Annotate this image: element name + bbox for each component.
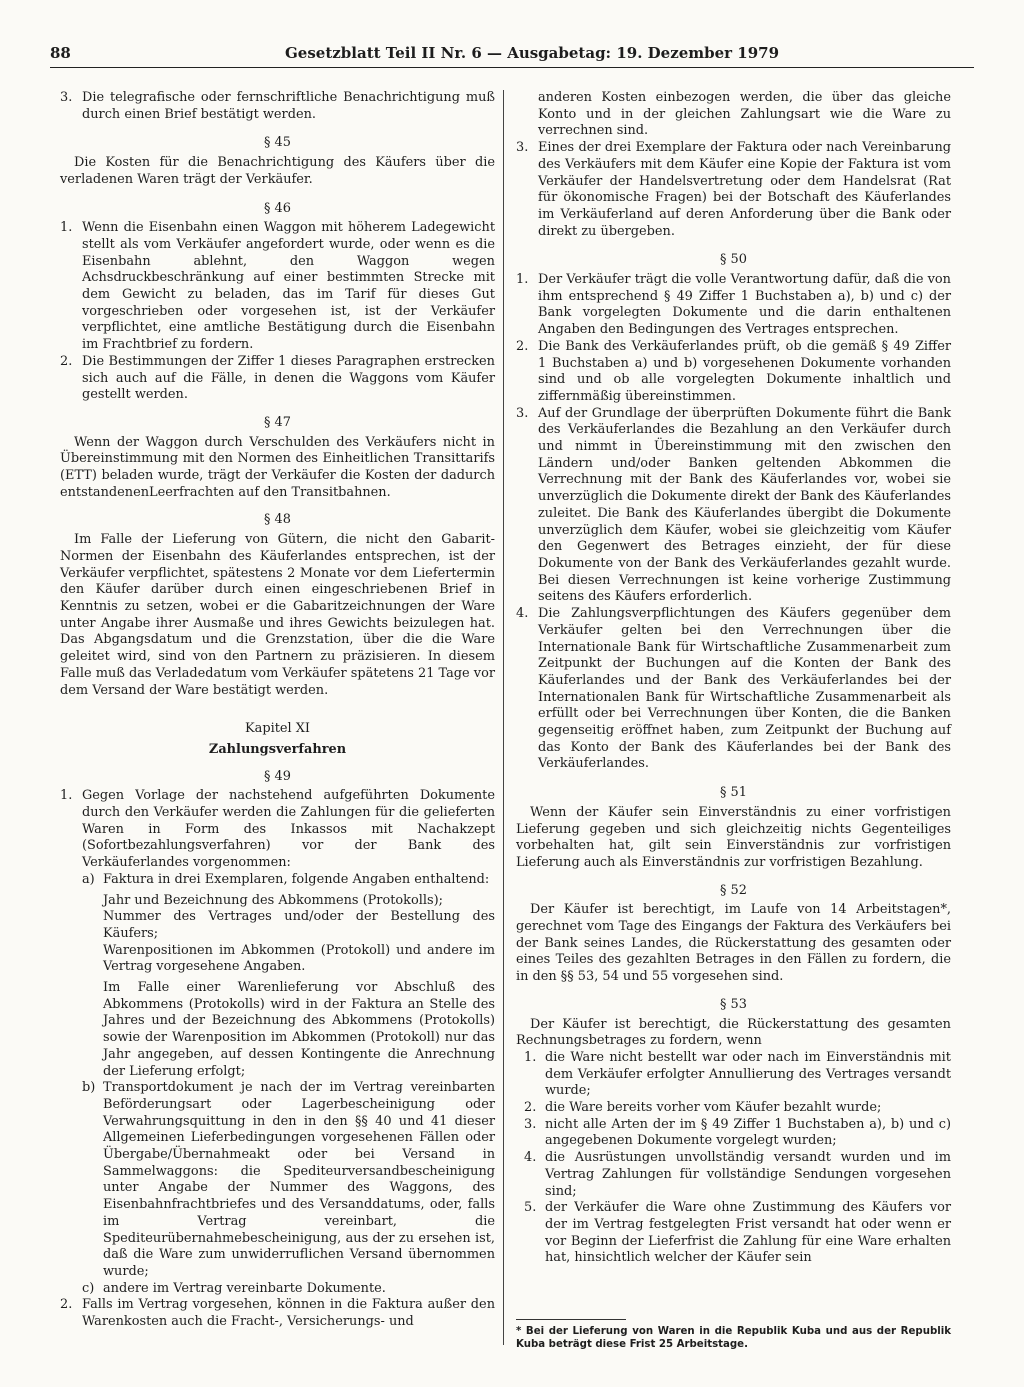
section-heading: § 46 [264,200,291,216]
list-item: a) Faktura in drei Exemplaren, folgende Angaben enthaltend: Jahr und Bezeichnung des Abkommens (Protokolls); Nummer des Vertrages und/oder der Bestellung des Käufers; Warenpositionen im Abkommen (Protokoll) und andere im Vertrag vorgesehene Angaben. Im Falle einer Warenlieferung vor Abschluß des Abkommens (Protokolls) wird in der Faktura an Stelle des Jahres und der Bezeichnung des Abkommens (Protokolls) sowie der Warenposition im Abkommen (Protokoll) nur das Jahr angegeben, auf dessen Kontingente die Anrechnung der Lieferung erfolgt; [82,871,495,1079]
section-heading: § 50 [720,252,747,268]
list-item: 4. die Ausrüstungen unvollständig versandt wurden und im Vertrag Zahlungen für vollständige Sendungen vorgesehen sind; [524,1150,951,1199]
section-heading: § 48 [264,512,291,528]
paragraph: Der Käufer ist berechtigt, die Rückerstattung des gesamten Rechnungsbetrages zu fordern, wenn [516,1016,951,1049]
paragraph: 2. Falls im Vertrag vorgesehen, können in die Faktura außer den Warenkosten auch die Fracht-, Versicherungs- und [60,1297,495,1330]
list-item: 3. nicht alle Arten der im § 49 Ziffer 1 Buchstaben a), b) und c) angegebenen Dokumente vorgelegt wurden; [524,1116,951,1149]
page-number: 88 [50,44,71,62]
paragraph: 3. Auf der Grundlage der überprüften Dokumente führt die Bank des Verkäuferlandes die Bezahlung an den Verkäufer durch und nimmt in Übereinstimmung mit den zwischen den Ländern und/oder Banken geltenden Abkommen die Verrechnung mit der Bank des Käuferlandes vor, wobei sie unverzüglich die Dokumente direkt der Bank des Käuferlandes zuleitet. Die Bank des Käuferlandes übergibt die Dokumente unverzüglich dem Käufer, wobei sie gleichzeitig vom Käufer den Gegenwert des Betrages einzieht, der für diese Dokumente von der Bank des Verkäuferlandes gezahlt wurde. Bei diesen Verrechnungen ist keine vorherige Zustimmung seitens des Käufers erforderlich. [516,405,951,605]
page-header [50,26,974,66]
list-item: 5. der Verkäufer die Ware ohne Zustimmung des Käufers vor der im Vertrag festgelegten Frist versandt hat oder wenn er vor Beginn der Lieferfrist die Zahlung für eine Ware erhalten hat, hinsichtlich welcher der Käufer sein [524,1200,951,1266]
paragraph: 2. Die Bestimmungen der Ziffer 1 dieses Paragraphen erstrecken sich auch auf die Fälle, in denen die Waggons vom Käufer gestellt werden. [60,353,495,403]
paragraph: Wenn der Käufer sein Einverständnis zu einer vorfristigen Lieferung gegeben und sich gleichzeitig nichts Gegenteiliges vorbehalten hat, gilt sein Einverständnis zur vorfristigen Lieferung auch als Einverständnis zur vorfristigen Bezahlung. [516,804,951,870]
sublist [60,872,495,1298]
section-heading: § 53 [720,996,747,1012]
header-title: Gesetzblatt Teil II Nr. 6 — Ausgabetag: 19. Dezember 1979 [285,44,780,62]
paragraph: 1. Gegen Vorlage der nachstehend aufgeführten Dokumente durch den Verkäufer werden die Zahlungen für die gelieferten Waren in Form des Inkassos mit Nachakzept (Sofortbezahlungsverfahren) vor der Bank des Verkäuferlandes vorgenommen: [60,788,495,871]
paragraph: Wenn der Waggon durch Verschulden des Verkäufers nicht in Übereinstimmung mit den Normen des Einheitlichen Transittarifs (ETT) beladen wurde, trägt der Verkäufer die Kosten der dadurch entstandenenLeerfrachten auf den Transitbahnen. [60,434,495,500]
section-heading: § 45 [264,135,291,151]
paragraph: 2. Die Bank des Verkäuferlandes prüft, ob die gemäß § 49 Ziffer 1 Buchstaben a) und b) vorgesehenen Dokumente vorhanden sind und ob alle vorgelegten Dokumente inhaltlich und ziffernmäßig übereinstimmen. [516,338,951,404]
paragraph: 1. Der Verkäufer trägt die volle Verantwortung dafür, daß die von ihm entsprechend § 49 Ziffer 1 Buchstaben a), b) und c) der Bank vorgelegten Dokumente und die darin enthaltenen Angaben den Bedingungen des Vertrages entsprechen. [516,272,951,338]
list-item: 2. die Ware bereits vorher vom Käufer bezahlt wurde; [524,1100,882,1116]
chapter-subtitle: Zahlungsverfahren [208,741,347,757]
section-heading: § 47 [264,414,291,430]
list-item: c) andere im Vertrag vereinbarte Dokumente. [82,1280,386,1296]
list-item: 1. die Ware nicht bestellt war oder nach im Einverständnis mit dem Verkäufer erfolgter Annullierung des Vertrages versandt wurde; [524,1049,951,1099]
paragraph: 3. Eines der drei Exemplare der Faktura oder nach Vereinbarung des Verkäufers mit dem Käufer eine Kopie der Faktura ist vom Verkäufer der Handelsvertretung oder dem Handelsrat (Rat für ökonomische Fragen) bei der Botschaft des Käuferlandes im Verkäuferland auf deren Anforderung über die Bank oder direkt zu übergeben. [516,140,951,239]
chapter-title: Kapitel XI [245,721,310,737]
paragraph: 3. Die telegrafische oder fernschriftliche Benachrichtigung muß durch einen Brief bestätigt werden. [60,90,495,122]
paragraph: anderen Kosten einbezogen werden, die über das gleiche Konto und in der gleichen Zahlungsart wie die Ware zu verrechnen sind. [538,90,951,139]
section-heading: § 49 [264,768,291,784]
header-rule [50,67,974,68]
left-column [60,90,495,1331]
paragraph: 4. Die Zahlungsverpflichtungen des Käufers gegenüber dem Verkäufer gelten bei den Verrechnungen über die Internationale Bank für Wirtschaftliche Zusammenarbeit zum Zeitpunkt der Buchungen auf die Konten der Bank des Käuferlandes und der Bank des Verkäuferlandes bei der Internationalen Bank für Wirtschaftliche Zusammenarbeit als erfüllt oder bei Verrechnungen über Konten, die die Banken gegenseitig eröffnet haben, zum Zeitpunkt der Buchung auf das Konto der Bank des Käuferlandes bei der Bank des Verkäuferlandes. [516,606,951,772]
footnote: * Bei der Lieferung von Waren in die Republik Kuba und aus der Republik Kuba beträgt diese Frist 25 Arbeitstage. [516,1326,951,1350]
footnote-rule [516,1319,626,1320]
sublist [516,1050,951,1267]
paragraph: 1. Wenn die Eisenbahn einen Waggon mit höherem Ladegewicht stellt als vom Verkäufer angefordert wurde, oder wenn es die Eisenbahn ablehnt, den Waggon wegen Achsdruckbeschränkung auf einer bestimmten Strecke mit dem Gewicht zu beladen, das im Tarif für dieses Gut vorgeschrieben oder vorgesehen ist, ist der Verkäufer verpflichtet, eine amtliche Bestätigung durch die Eisenbahn im Frachtbrief zu fordern. [60,220,495,353]
list-item: b) Transportdokument je nach der im Vertrag vereinbarten Beförderungsart oder Lagerbescheinigung oder Verwahrungsquittung in den in den §§ 40 und 41 dieser Allgemeinen Lieferbedingungen vorgesehenen Fällen oder Übergabe/Übernahmeakt oder bei Versand in Sammelwaggons: die Spediteurversandbescheinigung unter Angabe der Nummer des Waggons, des Eisenbahnfrachtbriefes und des Versanddatums, oder, falls im Vertrag vereinbart, die Spediteurübernahmebescheinigung, aus der zu ersehen ist, daß die Ware zum unwiderruflichen Versand übernommen wurde; [82,1080,495,1279]
section-heading: § 52 [720,882,747,898]
section-heading: § 51 [720,785,747,801]
paragraph: Der Käufer ist berechtigt, im Laufe von 14 Arbeitstagen*, gerechnet vom Tage des Eingangs der Faktura des Verkäufers bei der Bank seines Landes, die Rückerstattung des gesamten oder eines Teiles des gezahlten Betrages in den Fällen zu fordern, die in den §§ 53, 54 und 55 vorgesehen sind. [516,902,951,985]
paragraph: Die Kosten für die Benachrichtigung des Käufers über die verladenen Waren trägt der Verkäufer. [60,155,495,187]
paragraph: Im Falle der Lieferung von Gütern, die nicht den Gabarit-Normen der Eisenbahn des Käuferlandes entsprechen, ist der Verkäufer verpflichtet, spätestens 2 Monate vor dem Liefertermin den Käufer darüber durch einen eingeschriebenen Brief in Kenntnis zu setzen, wobei er die Gabaritzeichnungen der Ware unter Angabe ihrer Ausmaße und ihres Gewichts beizulegen hat. Das Abgangsdatum und die Grenzstation, über die die Ware geleitet wird, sind von den Partnern zu präzisieren. In diesem Falle muß das Verladedatum vom Verkäufer spätetens 21 Tage vor dem Versand der Ware bestätigt werden. [60,532,495,698]
column-divider [503,90,504,1345]
right-column [516,90,951,1267]
